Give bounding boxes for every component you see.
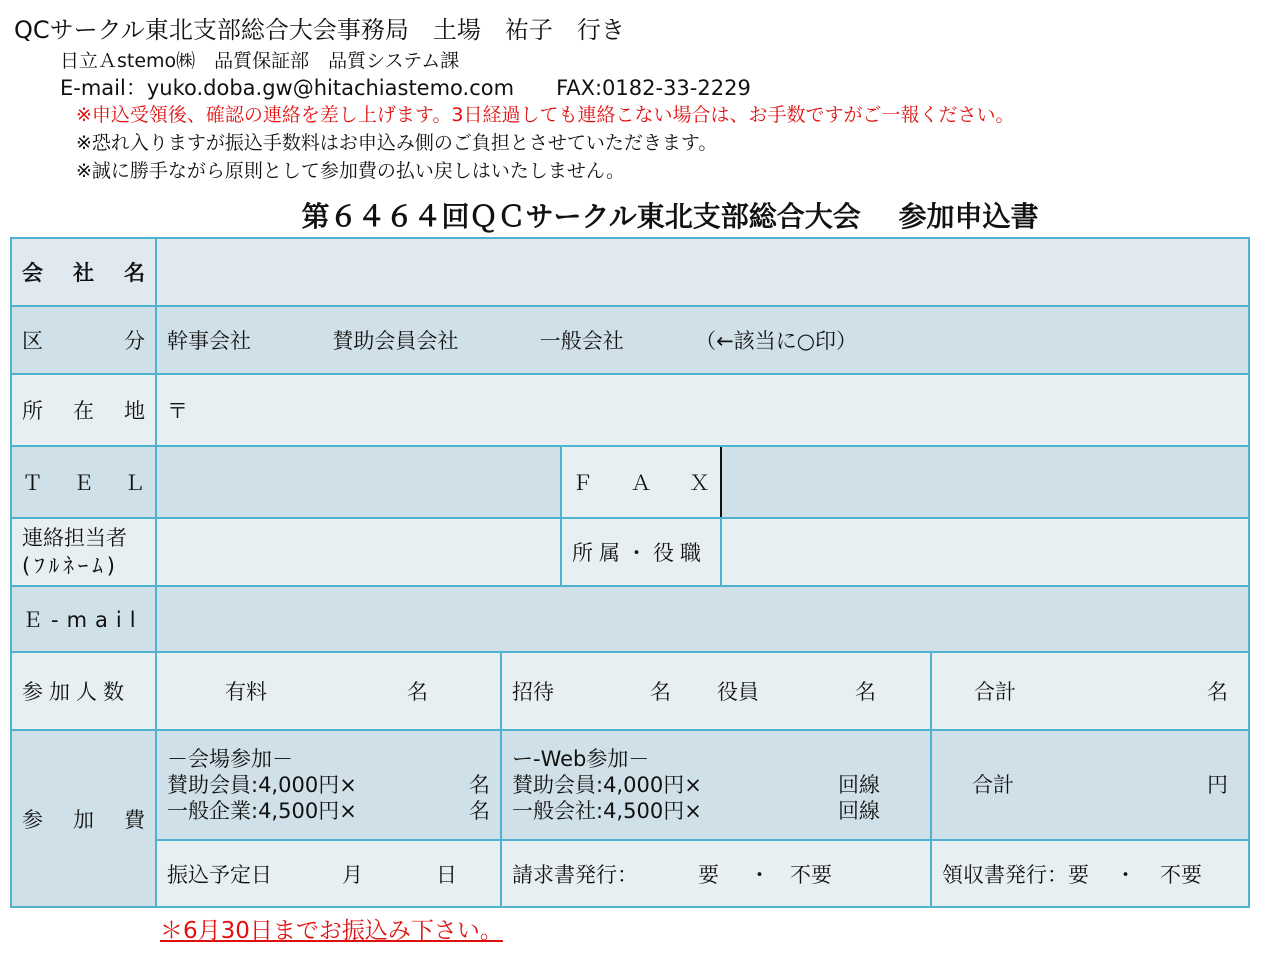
transfer-month: 月 xyxy=(342,862,363,887)
venue-supporter-fee: 賛助会員:4,000円× xyxy=(167,773,357,797)
fee-total-cell[interactable] xyxy=(931,730,1249,840)
invited-label: 招待 xyxy=(512,680,554,704)
transfer-date-label: 振込予定日 xyxy=(167,862,272,887)
paid-label: 有料 xyxy=(225,680,267,704)
fee-total-unit: 円 xyxy=(1207,773,1229,797)
invited-count-cell[interactable] xyxy=(501,652,931,730)
category-option-organizer[interactable]: 幹事会社 xyxy=(167,329,251,353)
fee-label: 参 加 費 xyxy=(11,730,156,907)
venue-supporter-unit: 名 xyxy=(469,773,490,797)
category-option-supporter[interactable]: 賛助会員会社 xyxy=(332,329,459,353)
form-title: 第６４６４回ＱＣサークル東北支部総合大会 参加申込書 xyxy=(301,200,1039,233)
venue-general-fee: 一般企業:4,500円× xyxy=(167,799,357,823)
tel-label: Ｔ Ｅ Ｌ xyxy=(11,446,156,518)
venue-fee-cell[interactable] xyxy=(156,730,501,840)
contact-input[interactable] xyxy=(156,518,561,586)
postal-mark: 〒 xyxy=(167,399,188,423)
contact-row xyxy=(11,518,1249,586)
category-row xyxy=(11,306,1249,374)
attendees-row xyxy=(11,652,1249,730)
email-input[interactable] xyxy=(156,586,1249,652)
invoice-separator: ・ xyxy=(749,862,770,887)
receipt-not-required-option[interactable]: 不要 xyxy=(1160,862,1202,887)
officer-label: 役員 xyxy=(717,680,759,704)
web-heading: ー-Web参加－ xyxy=(512,747,650,771)
paid-unit: 名 xyxy=(407,680,428,704)
dept-input[interactable] xyxy=(721,518,1249,586)
tel-fax-row xyxy=(11,446,1249,518)
email-label: Ｅ-mail xyxy=(11,586,156,652)
receipt-separator: ・ xyxy=(1115,862,1136,887)
category-label: 区 分 xyxy=(11,306,156,374)
payment-deadline-note: ＊6月30日までお振込み下さい。 xyxy=(160,918,503,944)
category-hint: （←該当に○印） xyxy=(695,329,858,353)
notice-confirmation: ※申込受領後、確認の連絡を差し上げます。3日経過しても連絡こない場合は、お手数ですがご一報ください。 xyxy=(76,104,1015,126)
notice-fee: ※恐れ入りますが振込手数料はお申込み側のご負担とさせていただきます。 xyxy=(76,132,718,154)
category-option-general[interactable]: 一般会社 xyxy=(539,329,624,353)
web-general-fee: 一般会社:4,500円× xyxy=(512,799,702,823)
email-row xyxy=(11,586,1249,652)
invoice-cell[interactable] xyxy=(501,840,931,907)
address-row xyxy=(11,374,1249,446)
invoice-not-required-option[interactable]: 不要 xyxy=(790,862,832,887)
invited-unit: 名 xyxy=(650,680,671,704)
company-row xyxy=(11,238,1249,306)
notice-refund: ※誠に勝手ながら原則として参加費の払い戻しはいたしません。 xyxy=(76,160,626,182)
transfer-date-cell[interactable] xyxy=(156,840,501,907)
company-label: 会 社 名 xyxy=(11,238,156,306)
contact-info-line: E-mail：yuko.doba.gw@hitachiastemo.com FAX:0182-33-2229 xyxy=(60,76,751,100)
web-fee-cell[interactable] xyxy=(501,730,931,840)
tel-input[interactable] xyxy=(156,446,561,518)
fax-input[interactable] xyxy=(721,446,1249,518)
fee-total-label: 合計 xyxy=(972,773,1014,797)
category-options[interactable] xyxy=(156,306,1249,374)
dept-label: 所属・役職 xyxy=(561,518,721,586)
attendees-label: 参加人数 xyxy=(11,652,156,730)
venue-general-unit: 名 xyxy=(469,799,490,823)
department-line: 日立Ａstemo㈱ 品質保証部 品質システム課 xyxy=(60,50,460,72)
recipient-line: QCサークル東北支部総合大会事務局 土場 祐子 行き xyxy=(14,16,625,44)
web-supporter-fee: 賛助会員:4,000円× xyxy=(512,773,702,797)
invoice-required-option[interactable]: 要 xyxy=(698,862,719,887)
total-count-cell[interactable] xyxy=(931,652,1249,730)
contact-label: 連絡担当者 (ﾌﾙﾈｰﾑ) xyxy=(11,518,156,586)
payment-row xyxy=(11,840,1249,907)
total-count-label: 合計 xyxy=(974,680,1016,704)
paid-count-cell[interactable] xyxy=(156,652,501,730)
receipt-label: 領収書発行：要 xyxy=(942,862,1089,887)
web-general-unit: 回線 xyxy=(838,799,880,823)
officer-unit: 名 xyxy=(855,680,876,704)
venue-heading: －会場参加－ xyxy=(167,747,293,771)
address-label: 所 在 地 xyxy=(11,374,156,446)
total-count-unit: 名 xyxy=(1207,680,1229,704)
address-input[interactable] xyxy=(156,374,1249,446)
web-supporter-unit: 回線 xyxy=(838,773,880,797)
invoice-label: 請求書発行： xyxy=(512,862,638,887)
fee-row xyxy=(11,730,1249,840)
application-form xyxy=(10,237,1250,908)
transfer-day: 日 xyxy=(436,862,457,887)
receipt-cell[interactable] xyxy=(931,840,1249,907)
fax-label: Ｆ Ａ Ｘ xyxy=(561,446,721,518)
company-input[interactable] xyxy=(156,238,1249,306)
